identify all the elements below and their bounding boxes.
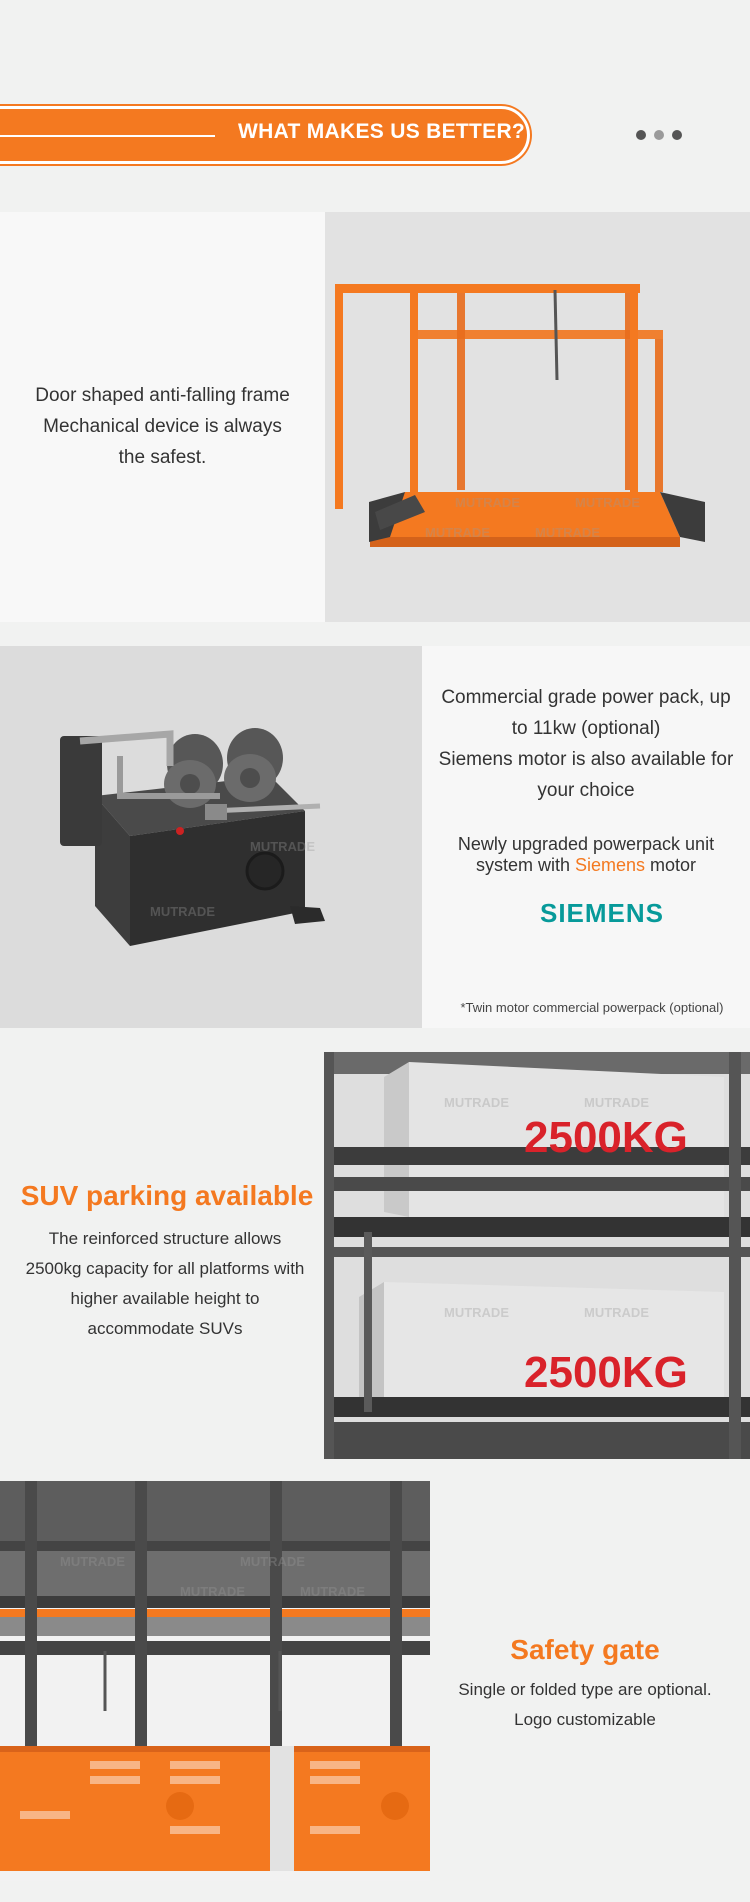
safety-gate-line-1: Single or folded type are optional. <box>458 1680 712 1699</box>
weight-label-top: 2500KG <box>524 1113 688 1162</box>
siemens-logo: SIEMENS <box>539 898 665 928</box>
suv-capacity-illustration <box>324 1052 750 1459</box>
watermark-2: MUTRADE <box>575 495 640 510</box>
upgrade-line-2 <box>422 855 750 876</box>
watermark-3: MUTRADE <box>425 525 490 540</box>
watermark-13: MUTRADE <box>180 1584 245 1599</box>
carousel-dots <box>636 130 682 140</box>
powerpack-line-3: Siemens motor is also available for <box>438 749 734 770</box>
anti-falling-line-3: the safest. <box>118 447 207 468</box>
anti-falling-line-2: Mechanical device is always <box>43 416 282 437</box>
upgrade-line-1: Newly upgraded powerpack unit <box>457 834 715 854</box>
upgrade-line-2-suffix: motor <box>645 855 697 875</box>
powerpack-footnote: *Twin motor commercial powerpack (optional) <box>460 1000 724 1015</box>
safety-gate-image <box>0 1481 430 1881</box>
watermark-10: MUTRADE <box>584 1305 649 1320</box>
suv-description <box>0 1224 330 1344</box>
watermark-1: MUTRADE <box>455 495 520 510</box>
upgrade-line-2-prefix: system with <box>475 855 575 875</box>
watermark-9: MUTRADE <box>444 1305 509 1320</box>
watermark-5: MUTRADE <box>250 839 315 854</box>
section-header-banner <box>0 106 530 164</box>
carousel-dot-1[interactable] <box>636 130 646 140</box>
watermark-4: MUTRADE <box>535 525 600 540</box>
safety-gate-illustration <box>0 1481 430 1881</box>
banner-title: WHAT MAKES US BETTER? <box>238 120 526 143</box>
suv-capacity-image <box>324 1052 750 1459</box>
powerpack-description <box>422 682 750 806</box>
weight-label-bottom: 2500KG <box>524 1348 688 1397</box>
anti-falling-frame-image <box>325 212 750 622</box>
watermark-12: MUTRADE <box>240 1554 305 1569</box>
safety-gate-description <box>430 1675 740 1735</box>
upgrade-description <box>422 834 750 876</box>
powerpack-image <box>0 646 422 1028</box>
powerpack-line-1: Commercial grade power pack, up <box>441 687 731 708</box>
anti-falling-line-1: Door shaped anti-falling frame <box>35 385 290 406</box>
powerpack-line-2: to 11kw (optional) <box>511 718 661 739</box>
powerpack-text-panel <box>422 646 750 1028</box>
watermark-14: MUTRADE <box>300 1584 365 1599</box>
powerpack-line-4: your choice <box>537 780 635 801</box>
suv-line-2: 2500kg capacity for all platforms with <box>25 1259 305 1278</box>
anti-falling-frame-illustration <box>325 212 750 622</box>
suv-heading: SUV parking available <box>20 1180 314 1211</box>
carousel-dot-3[interactable] <box>672 130 682 140</box>
watermark-7: MUTRADE <box>444 1095 509 1110</box>
safety-gate-heading: Safety gate <box>510 1634 660 1665</box>
suv-line-4: accommodate SUVs <box>87 1319 243 1338</box>
powerpack-illustration <box>0 646 422 1028</box>
suv-line-3: higher available height to <box>70 1289 260 1308</box>
suv-line-1: The reinforced structure allows <box>48 1229 282 1248</box>
anti-falling-text-panel <box>0 212 325 622</box>
watermark-8: MUTRADE <box>584 1095 649 1110</box>
safety-gate-line-2: Logo customizable <box>514 1710 656 1729</box>
siemens-highlight: Siemens <box>574 855 646 875</box>
anti-falling-description <box>0 380 325 473</box>
watermark-6: MUTRADE <box>150 904 215 919</box>
banner-divider-line <box>0 135 215 137</box>
watermark-11: MUTRADE <box>60 1554 125 1569</box>
carousel-dot-2[interactable] <box>654 130 664 140</box>
